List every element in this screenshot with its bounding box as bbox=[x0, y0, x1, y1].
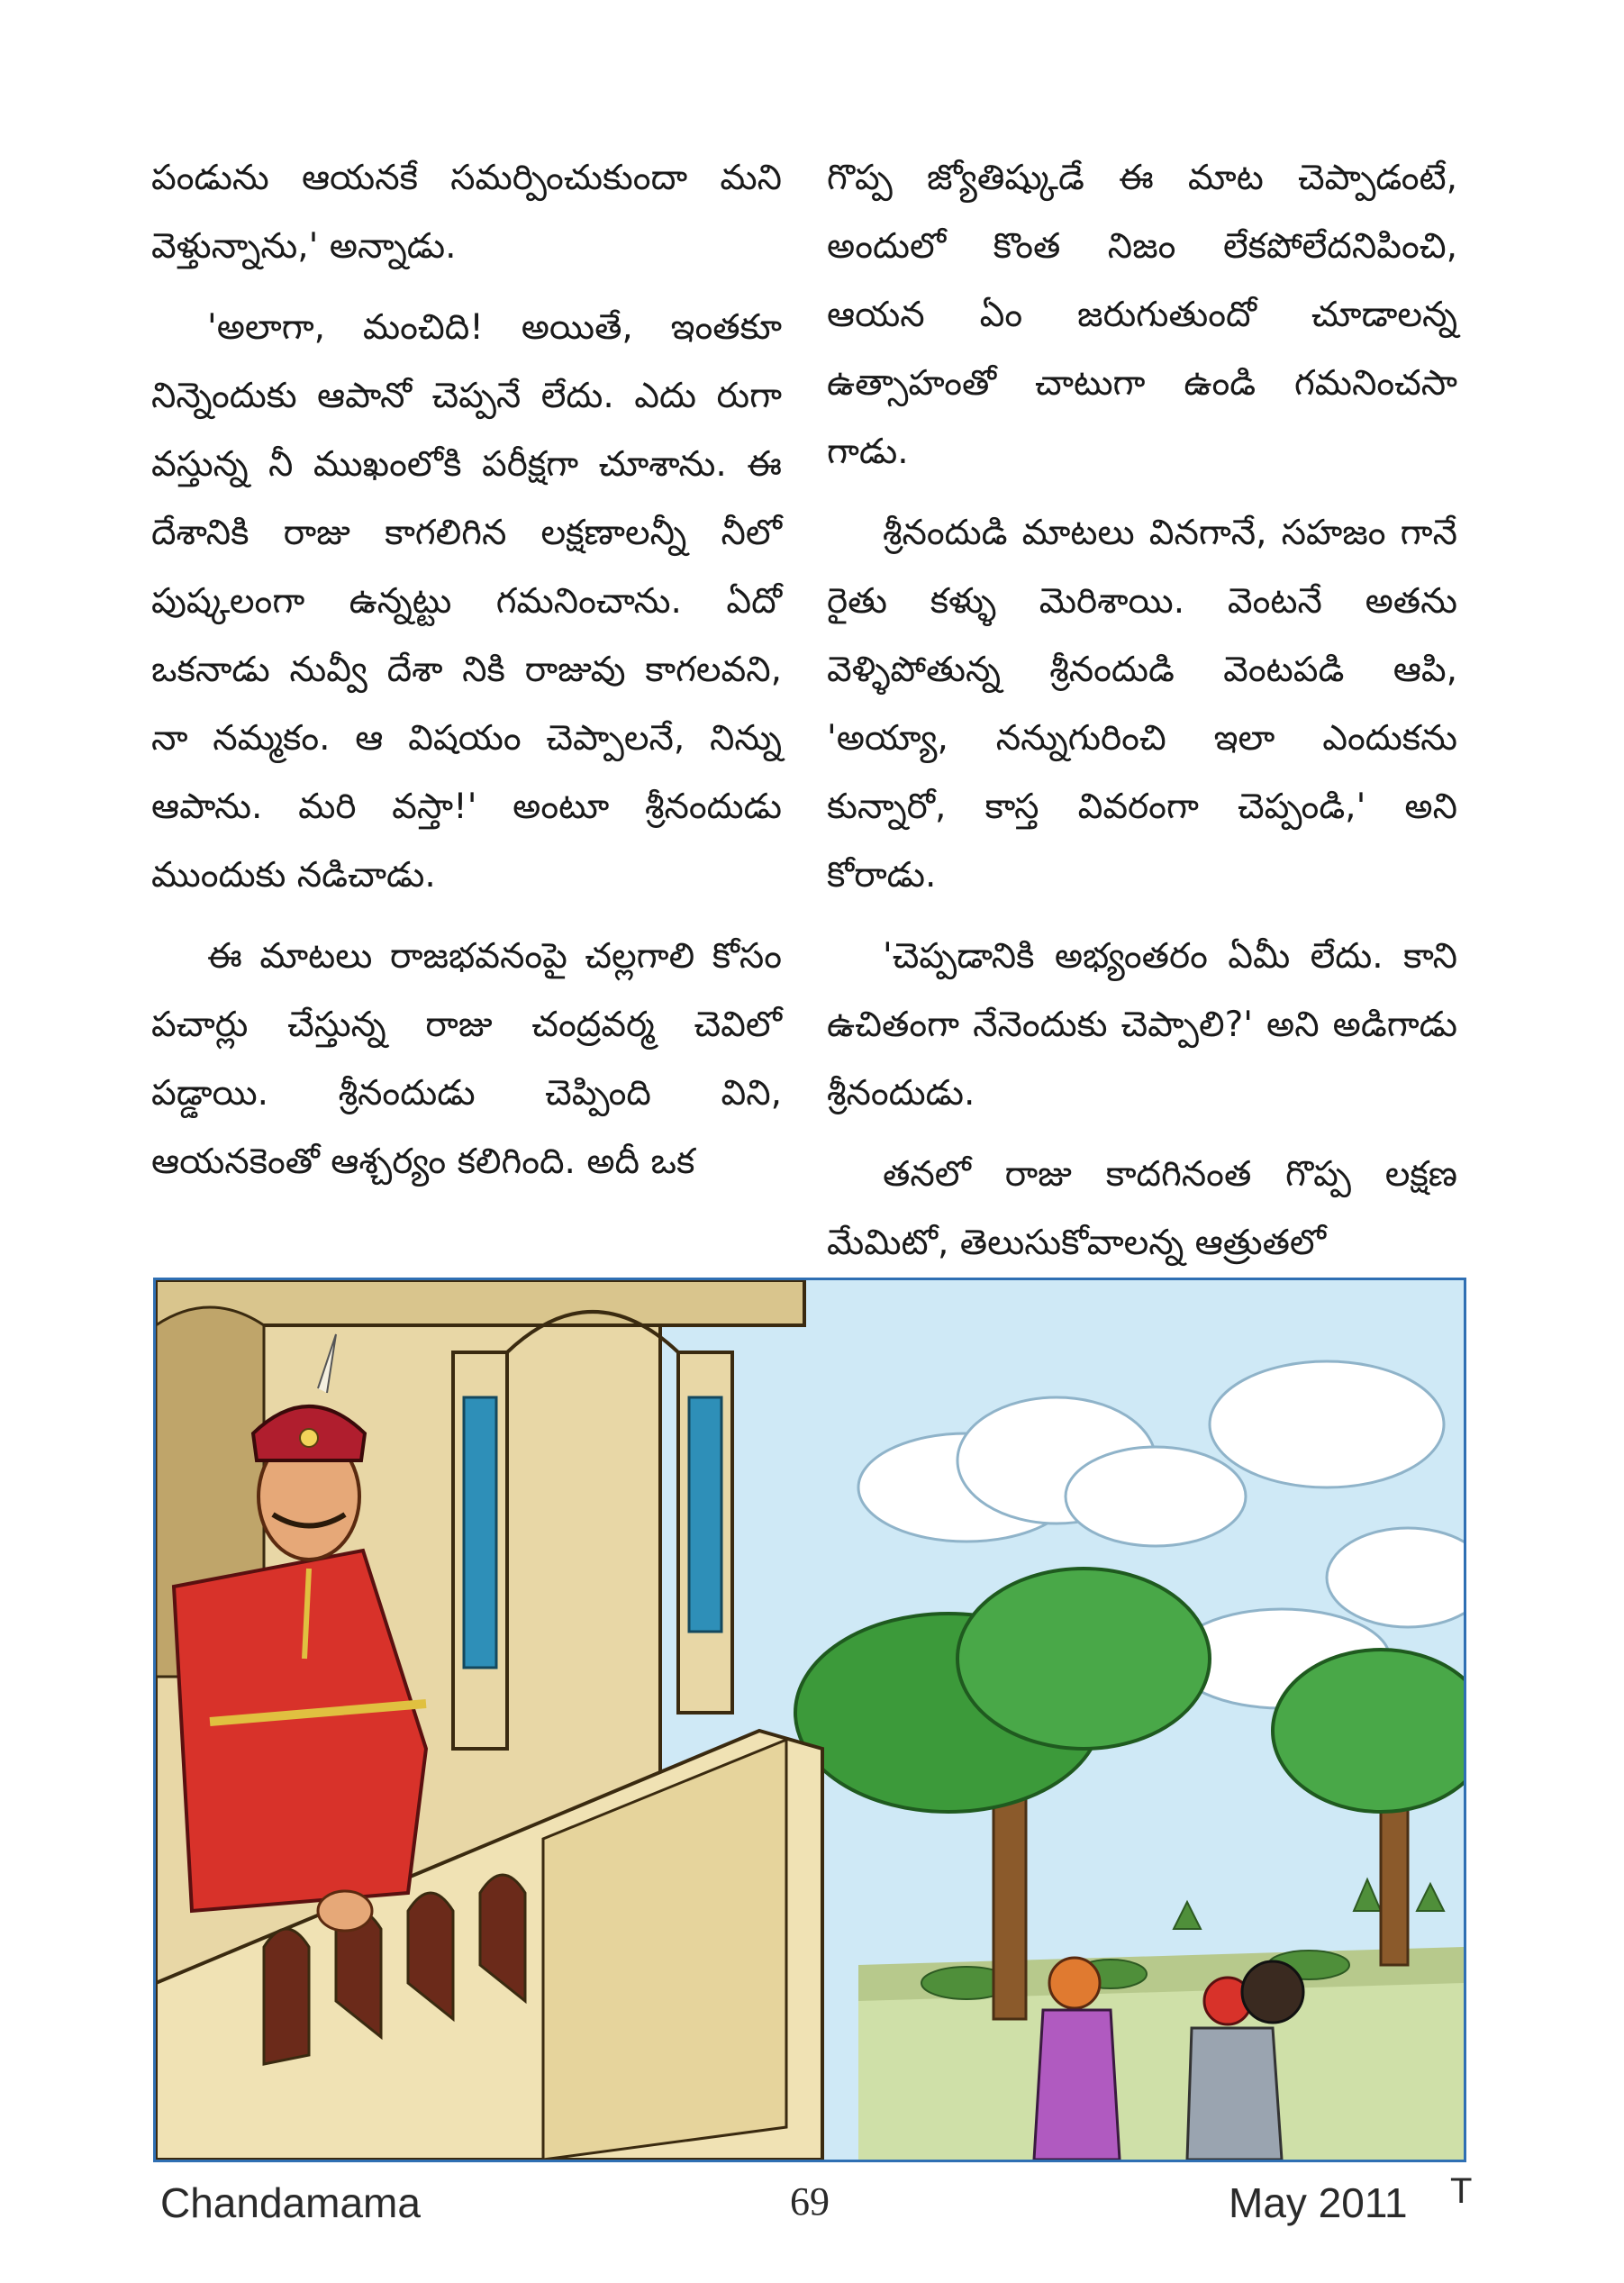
left-text-column bbox=[151, 144, 782, 1196]
issue-date: May 2011 bbox=[1229, 2179, 1408, 2226]
corner-mark: T bbox=[1450, 2171, 1473, 2211]
right-text-column bbox=[827, 144, 1457, 1278]
magazine-name: Chandamama bbox=[160, 2179, 421, 2226]
right-paragraph-4: తనలో రాజు కాదగినంత గొప్ప లక్షణ మేమిటో, తెలుసుకోవాలన్న ఆత్రుతలో bbox=[827, 1154, 1457, 1263]
right-paragraph-1: గొప్ప జ్యోతిష్కుడే ఈ మాట చెప్పాడంటే, అందులో కొంత నిజం లేకపోలేదనిపించి, ఆయన ఏం జరుగుతుందో చూడాలన్న ఉత్సాహంతో చాటుగా ఉండి గమనించసా గాడు. bbox=[827, 158, 1457, 472]
right-paragraph-3: 'చెప్పడానికి అభ్యంతరం ఏమీ లేదు. కాని ఉచితంగా నేనెందుకు చెప్పాలి?' అని అడిగాడు శ్రీనందుడు. bbox=[827, 936, 1457, 1114]
story-illustration bbox=[153, 1278, 1466, 2162]
page-number: 69 bbox=[790, 2179, 830, 2224]
left-paragraph-2: 'అలాగా, మంచిది! అయితే, ఇంతకూ నిన్నెందుకు ఆపానో చెప్పనే లేదు. ఎదు రుగా వస్తున్న నీ ముఖంలోకి పరీక్షగా చూశాను. ఈ దేశానికి రాజు కాగలిగిన లక్షణాలన్నీ నీలో పుష్కలంగా ఉన్నట్టు గమనించాను. ఏదో ఒకనాడు నువ్వీ దేశా నికి రాజువు కాగలవని, నా నమ్మకం. ఆ విషయం చెప్పాలనే, నిన్ను ఆపాను. మరి వస్తా!' అంటూ శ్రీనందుడు ముందుకు నడిచాడు. bbox=[151, 307, 782, 896]
left-paragraph-3: ఈ మాటలు రాజభవనంపై చల్లగాలి కోసం పచార్లు చేస్తున్న రాజు చంద్రవర్మ చెవిలో పడ్డాయి. శ్రీనందుడు చెప్పింది విని, ఆయనకెంతో ఆశ్చర్యం కలిగింది. అదీ ఒక bbox=[151, 936, 782, 1182]
left-paragraph-1: పండును ఆయనకే సమర్పించుకుందా మని వెళ్తున్నాను,' అన్నాడు. bbox=[151, 158, 782, 267]
right-paragraph-2: శ్రీనందుడి మాటలు వినగానే, సహజం గానే రైతు కళ్ళు మెరిశాయి. వెంటనే అతను వెళ్ళిపోతున్న శ్రీనందుడి వెంటపడి ఆపి, 'అయ్యా, నన్నుగురించి ఇలా ఎందుకను కున్నారో, కాస్త వివరంగా చెప్పండి,' అని కోరాడు. bbox=[827, 513, 1457, 896]
palace-balcony-scene bbox=[156, 1280, 1464, 2160]
